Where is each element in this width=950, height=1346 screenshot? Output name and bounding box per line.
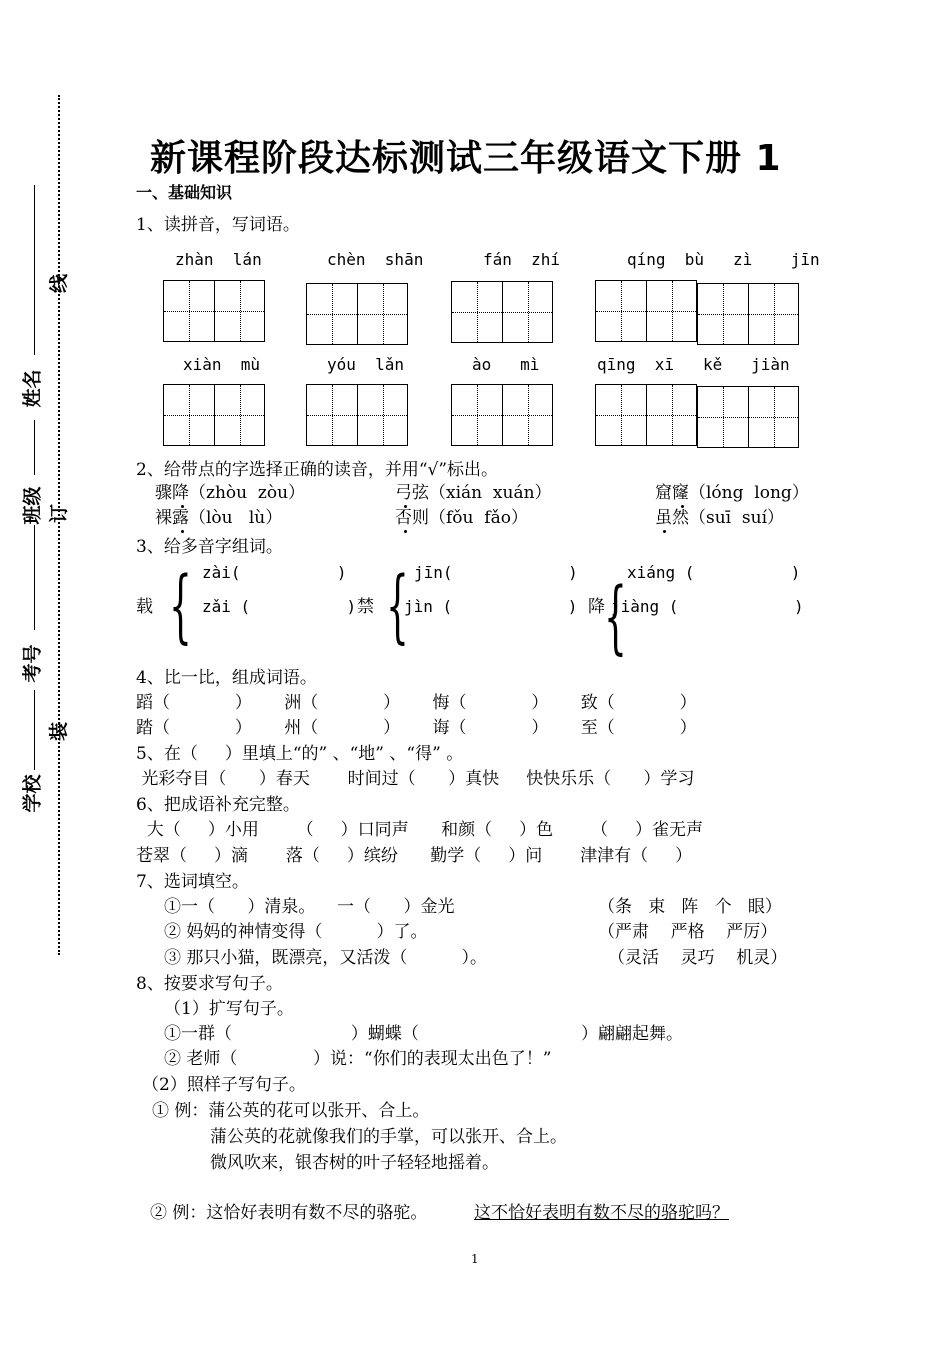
emphasis-dot [181,505,184,508]
polyphone-char: 降 [588,597,605,617]
q2-item: 否则（fǒu fǎo） [395,508,528,528]
q6-prompt: 6、把成语补充完整。 [136,795,300,815]
emphasis-dot [181,530,184,533]
page-number: 1 [471,1252,479,1266]
q3-blank: jiàng ( ) [611,597,804,616]
tian-grid[interactable] [306,283,408,345]
tian-grid[interactable] [697,386,799,448]
q3-blank: jīn( ) [414,563,578,582]
q8-line: ② 老师（ ）说：“你们的表现太出色了！” [164,1049,552,1069]
q3-prompt: 3、给多音字组词。 [136,537,283,557]
pinyin: fán zhí [483,250,561,269]
q3-blank: xiáng ( ) [627,563,801,582]
q7-line: ② 妈妈的神情变得（ ）了。 [164,922,428,942]
tian-grid[interactable] [451,384,553,446]
margin-label-xian: 线 [48,273,71,294]
pinyin: qīng xī kě jiàn [597,355,790,374]
q7-prompt: 7、选词填空。 [136,872,249,892]
margin-label-zhuang: 装 [48,721,71,742]
q2-item: 弓弦（xián xuán） [395,483,552,503]
polyphone-char: 载 [136,597,153,617]
margin-label-school: 学校 [21,774,44,813]
q7-options: （条 束 阵 个 眼） [598,897,782,917]
tian-grid[interactable] [595,384,697,446]
q8-part: （2）照样子写句子。 [142,1075,306,1095]
left-brace: { [168,559,192,652]
margin-blank-name [34,185,35,355]
q8-example-answer: 这不恰好表明有数不尽的骆驼吗？ [474,1203,729,1223]
q7-options: （灵活 灵巧 机灵） [608,948,788,968]
emphasis-dot [404,530,407,533]
margin-blank-school [34,690,35,770]
q6-row: 苍翠（ ）滴 落（ ）缤纷 勤学（ ）问 津津有（ ） [136,846,693,866]
left-brace: { [603,570,627,663]
margin-label-class: 班级 [21,486,44,525]
q1-prompt: 1、读拼音，写词语。 [136,215,300,235]
tian-grid[interactable] [595,280,697,342]
section-heading: 一、基础知识 [136,183,233,202]
tian-grid[interactable] [163,384,265,446]
q2-item: 裸露（lòu lù） [155,508,283,528]
pinyin: zhàn lán [175,250,262,269]
tian-grid[interactable] [697,283,799,345]
q8-example: 微风吹来，银杏树的叶子轻轻地摇着。 [210,1153,499,1173]
q8-example: 蒲公英的花就像我们的手掌，可以张开、合上。 [210,1127,567,1147]
tian-grid[interactable] [306,384,408,446]
margin-label-name: 姓名 [21,369,44,408]
emphasis-dot [681,505,684,508]
q2-item: 窟窿（lóng long） [655,483,809,503]
q8-example: ② 例：这恰好表明有数不尽的骆驼。 [150,1203,428,1223]
margin-blank-exam-number [34,525,35,630]
pinyin: yóu lǎn [327,355,405,374]
margin-label-ding: 订 [48,503,71,524]
left-brace: { [385,559,409,652]
q6-row: 大（ ）小用 （ ）口同声 和颜（ ）色 （ ）雀无声 [136,820,703,840]
q2-item: 虽然（suī suí） [655,508,785,528]
q3-blank: zǎi ( ) [202,597,357,616]
pinyin: chèn shān [327,250,424,269]
q8-prompt: 8、按要求写句子。 [136,974,283,994]
q8-example: ① 例：蒲公英的花可以张开、合上。 [152,1101,430,1121]
q7-line: ①一（ ）清泉。 一（ ）金光 [164,897,455,917]
tian-grid[interactable] [163,280,265,342]
pinyin: xiàn mù [183,355,261,374]
tian-grid[interactable] [451,281,553,343]
polyphone-char: 禁 [357,597,374,617]
q3-blank: jìn ( ) [404,597,578,616]
q8-line: ①一群（ ）蝴蝶（ ）翩翩起舞。 [164,1024,683,1044]
pinyin: ào mì [472,355,540,374]
binding-dotted-line [58,95,60,955]
q2-prompt: 2、给带点的字选择正确的读音，并用“√”标出。 [136,460,499,480]
q4-row: 蹈（ ） 洲（ ） 悔（ ） 致（ ） [136,693,697,713]
pinyin: qíng bù zì jīn [627,250,820,269]
margin-blank-class [34,420,35,475]
q4-row: 踏（ ） 州（ ） 诲（ ） 至（ ） [136,718,697,738]
emphasis-dot [663,530,666,533]
q4-prompt: 4、比一比，组成词语。 [136,668,317,688]
q3-blank: zài( ) [202,563,347,582]
q5-prompt: 5、在（ ）里填上“的” 、“地” 、“得” 。 [136,744,464,764]
margin-label-exam-number: 考号 [21,644,44,683]
emphasis-dot [404,505,407,508]
q8-part: （1）扩写句子。 [164,999,294,1019]
q7-options: （严肃 严格 严厉） [598,922,778,942]
q5-line: 光彩夺目（ ）春天 时间过（ ）真快 快快乐乐（ ）学习 [136,769,695,789]
q7-line: ③ 那只小猫，既漂亮，又活泼（ ）。 [164,948,487,968]
page-title: 新课程阶段达标测试三年级语文下册 1 [150,138,782,179]
q2-item: 骤降（zhòu zòu） [155,483,306,503]
